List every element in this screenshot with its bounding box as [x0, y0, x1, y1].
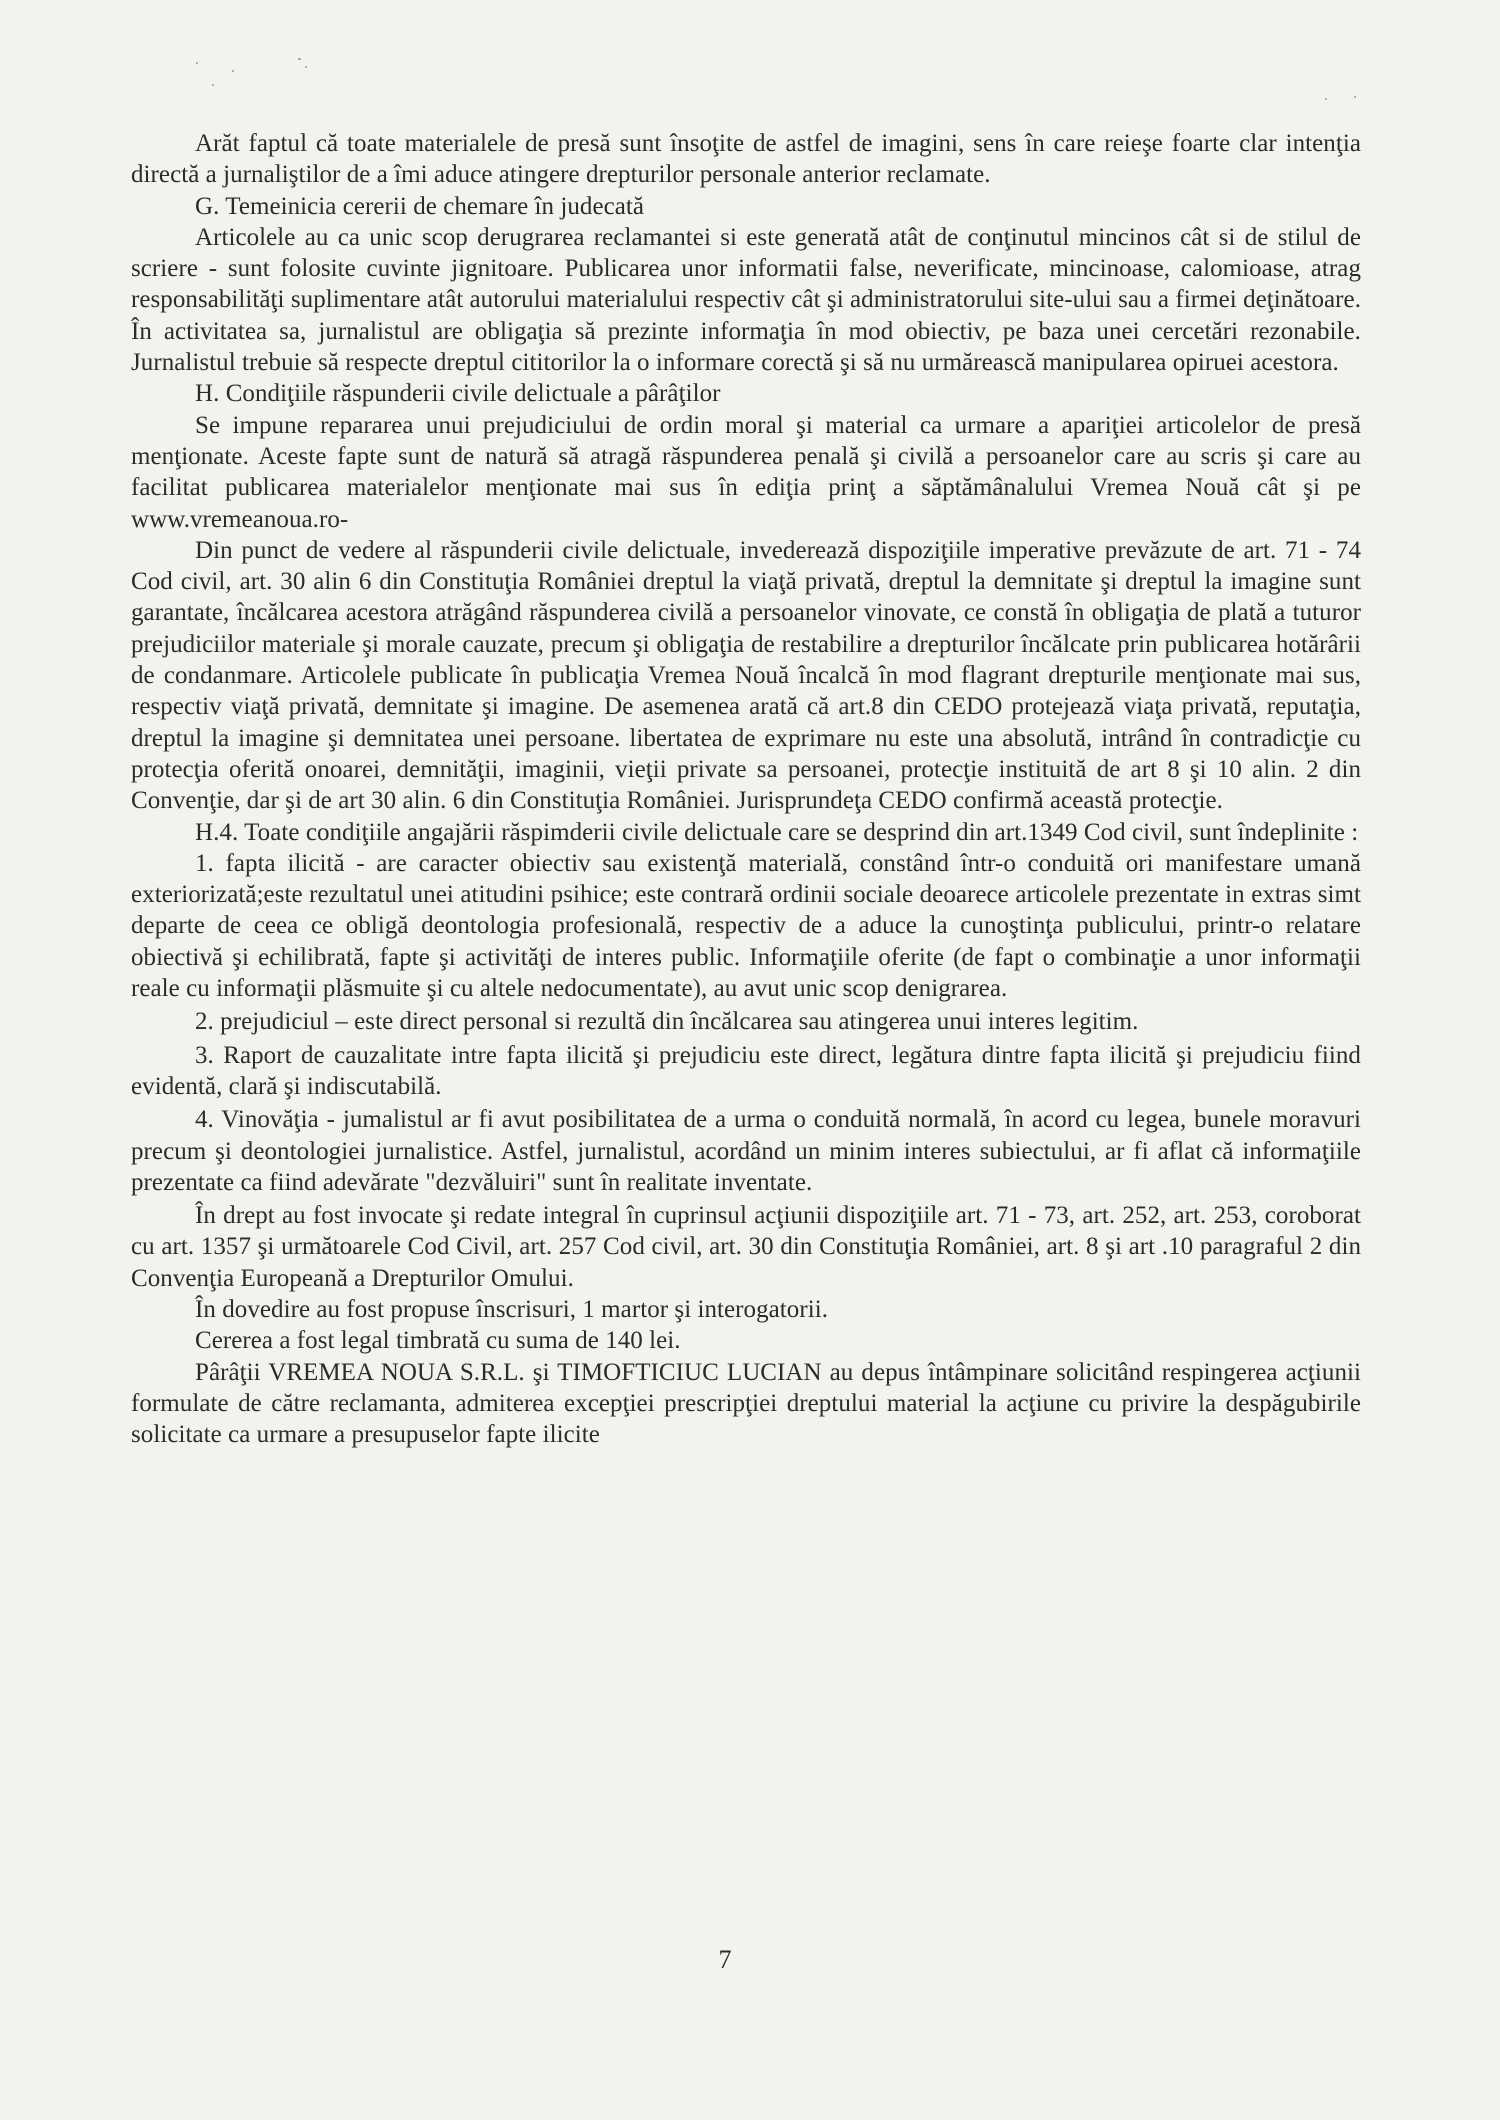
paragraph-in-drept: În drept au fost invocate şi redate integral în cuprinsul acţiunii dispoziţiile art. 71 - 73, art. 252, art. 253, coroborat cu art. 1357 şi următoarele Cod Civil, art. 257 Cod civil, art. 30 din Constituţia României, art. 8 şi art .10 paragraful 2 din Convenţia Europeană a Drepturilor Omului. [131, 1202, 1361, 1292]
paragraph-dovedire: În dovedire au fost propuse înscrisuri, 1 martor şi interogatorii. [195, 1295, 829, 1323]
paragraph-timbrare: Cererea a fost legal timbrată cu suma de 140 lei. [195, 1327, 681, 1355]
scan-speck [212, 84, 214, 86]
paragraph: Se impune repararea unui prejudiciului de ordin moral şi material ca urmare a apariţiei articolelor de presă menţionate. Aceste fapte sunt de natură să atragă răspunderea penală şi civilă a persoanelor care au scris şi care au facilitat publicarea materialelor menţionate mai sus în ediţia prinţ a săptămânalului Vremea Nouă cât şi pe www.vremeanoua.ro- [131, 411, 1361, 533]
paragraph: Articolele au ca unic scop derugrarea reclamantei si este generată atât de conţinutul mincinos cât si de stilul de scriere - sunt folosite cuvinte jignitoare. Publicarea unor informatii false, neverificate, mincinoase, calomioase, atrag responsabilităţi suplimentare atât autorului materialului respectiv cât şi administratorului site-ului sau a firmei deţinătoare. În activitatea sa, jurnalistul are obligaţia să prezinte informaţia în mod obiectiv, pe baza unei cercetări rezonabile. Jurnalistul trebuie să respecte dreptul cititorilor la o informare corectă şi să nu urmărească manipularea opiruei acestora. [131, 223, 1361, 377]
scan-speck [1325, 98, 1327, 100]
paragraph: Din punct de vedere al răspunderii civile delictuale, invederează dispoziţiile imperative prevăzute de art. 71 - 74 Cod civil, art. 30 alin 6 din Constituţia României dreptul la viaţă privată, dreptul la demnitate şi dreptul la imagine sunt garantate, încălcarea acestora atrăgând răspunderea civilă a persoanelor vinovate, ce constă în obligaţia de plată a tuturor prejudiciilor materiale şi morale cauzate, precum şi obligaţia de restabilire a drepturilor încălcate prin publicarea hotărârii de condanmare. Articolele publicate în publicaţia Vremea Nouă încalcă în mod flagrant drepturile menţionate mai sus, respectiv viaţă privată, demnitate şi imagine. De asemenea arată că art.8 din CEDO protejează viaţa privată, reputaţia, dreptul la imagine şi demnitatea unei persoane. libertatea de exprimare nu este una absolută, intrând în contradicţie cu protecţia oferită onoarei, demnităţii, imaginii, vieţii private sa persoanei, protecţie instituită de art 8 şi 10 alin. 2 din Convenţie, dar şi de art 30 alin. 6 din Constituţia României. Jurisprundeţa CEDO confirmă această protecţie. [131, 536, 1361, 815]
list-item-fapta-ilicita: 1. fapta ilicită - are caracter obiectiv sau existenţă materială, constând într-o conduită ori manifestare umană exteriorizată;este rezultatul unei atitudini psihice; este contrară ordinii sociale deoarece articolele prezentate in extras simt departe de ceea ce obligă deontologia profesională, respectiv de a aduce la cunoştinţa publicului, printr-o relatare obiectivă şi echilibrată, fapte şi activităţi de interes public. Informaţiile oferite (de fapt o combinaţie a unor informaţii reale cu informaţii plăsmuite şi cu altele nedocumentate), au avut unic scop denigrarea. [131, 849, 1361, 1003]
list-item-raport-cauzalitate: 3. Raport de cauzalitate intre fapta ilicită şi prejudiciu este direct, legătura dintre fapta ilicită şi prejudiciu fiind evidentă, clară şi indiscutabilă. [131, 1041, 1361, 1100]
list-item-prejudiciul: 2. prejudiciul – este direct personal si rezultă din încălcarea sau atingerea unui interes legitim. [195, 1008, 1139, 1036]
list-item-vinovatia: 4. Vinovăţia - jumalistul ar fi avut posibilitatea de a urma o conduită normală, în acord cu legea, bunele moravuri precum şi deontologiei jurnalistice. Astfel, jurnalistul, acordând un minim interes subiectului, ar fi aflat că informaţiile prezentate ca fiind adevărate "dezvăluiri" sunt în realitate inventate. [131, 1106, 1361, 1196]
scan-speck [196, 62, 198, 64]
paragraph-h4: H.4. Toate condiţiile angajării răspimderii civile delictuale care se desprind din art.1349 Cod civil, sunt îndeplinite : [195, 818, 1359, 846]
scan-speck [232, 70, 234, 72]
section-heading-h: H. Condiţiile răspunderii civile delictuale a pârâţilor [195, 380, 721, 408]
section-heading-g: G. Temeinicia cererii de chemare în judecată [195, 192, 645, 220]
paragraph-intampinare: Pârâţii VREMEA NOUA S.R.L. şi TIMOFTICIUC LUCIAN au depus întâmpinare solicitând respingerea acţiunii formulate de către reclamanta, admiterea excepţiei prescripţiei dreptului material la acţiune cu privire la despăgubirile solicitate ca urmare a presupuselor fapte ilicite [131, 1358, 1361, 1449]
page-number: 7 [718, 1945, 732, 1974]
scan-speck [1354, 96, 1356, 98]
paragraph: Arăt faptul că toate materialele de presă sunt însoţite de astfel de imagini, sens în care reieşe foarte clar intenţia directă a jurnaliştilor de a îmi aduce atingere drepturilor personale anterior reclamate. [131, 130, 1361, 189]
scan-speck [305, 66, 307, 68]
scan-speck [298, 58, 301, 60]
document-body [131, 128, 1361, 1450]
